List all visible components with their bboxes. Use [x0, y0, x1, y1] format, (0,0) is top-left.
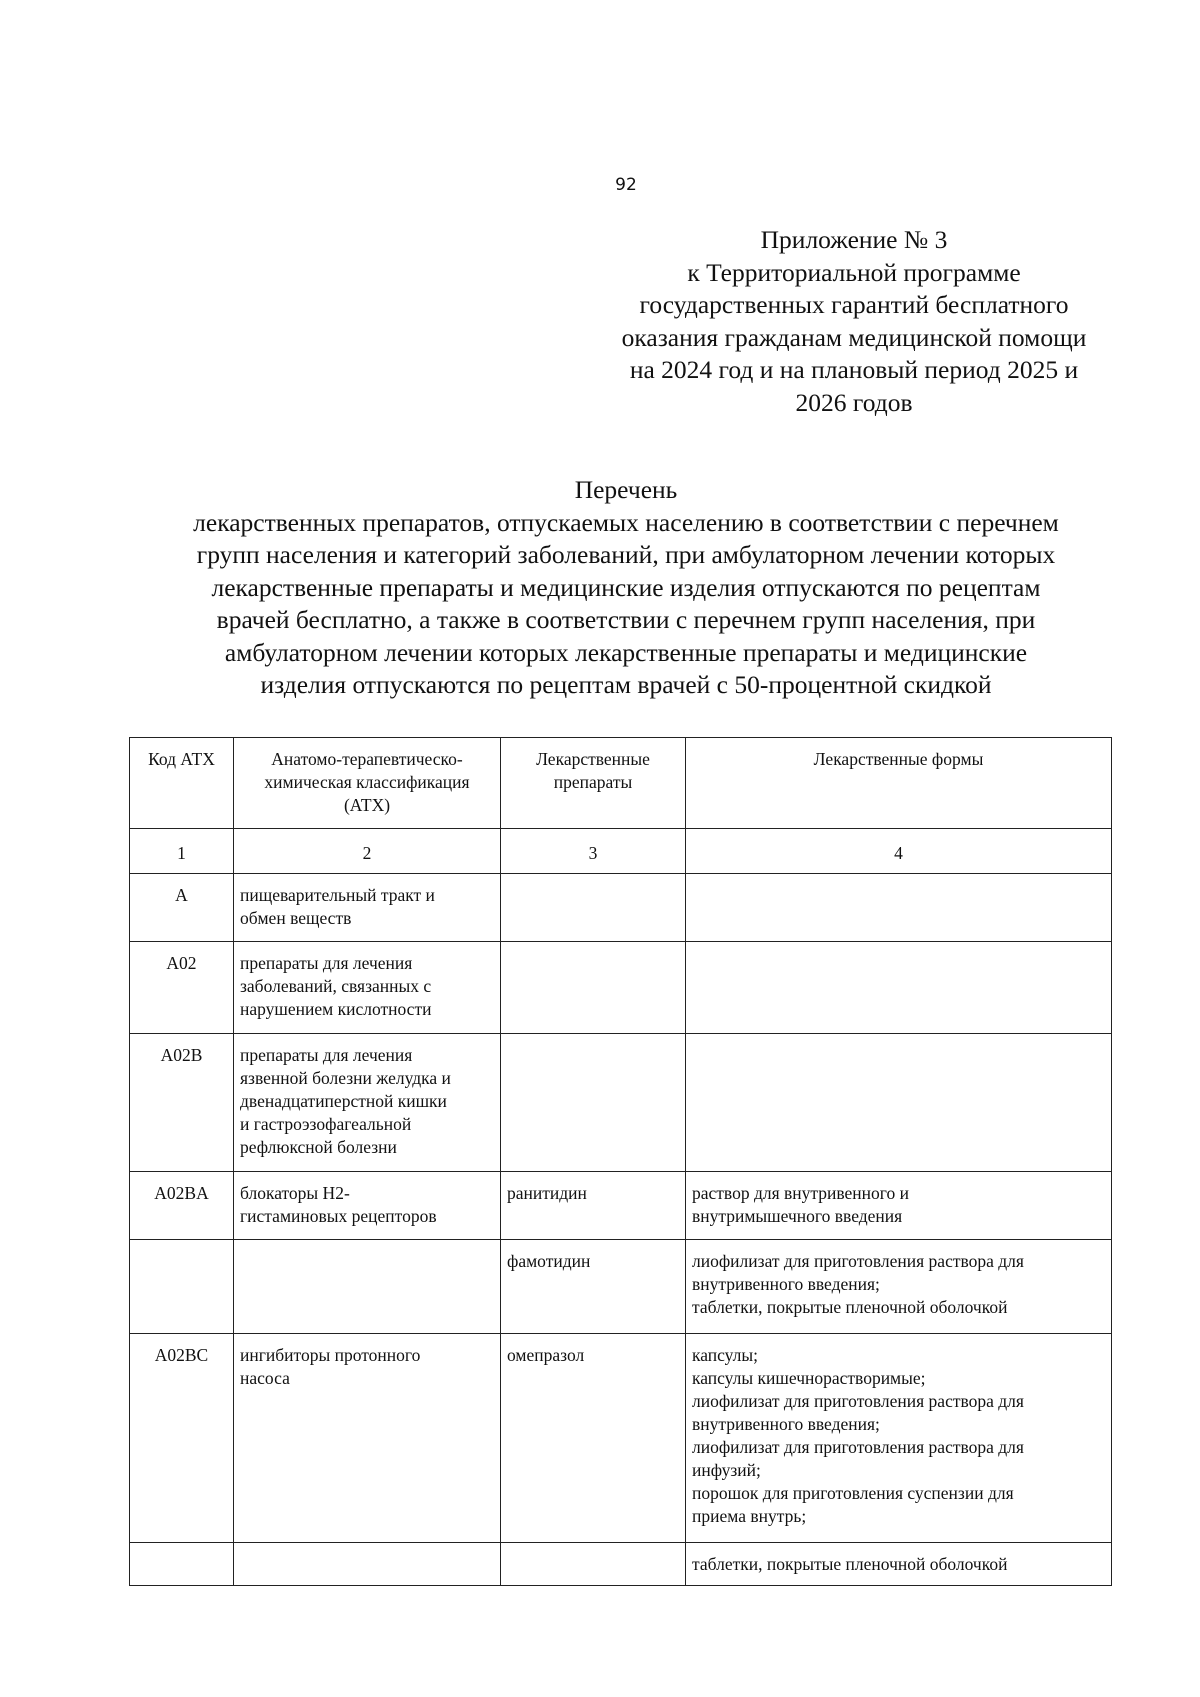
code-cell: A02B	[130, 1034, 234, 1172]
table-header-row	[130, 738, 1112, 829]
forms-cell: лиофилизат для приготовления раствора для внутривенного введения; таблетки, покрытые пленочной оболочкой	[686, 1240, 1112, 1334]
appendix-line: Приложение № 3	[760, 225, 948, 254]
title-line: групп населения и категорий заболеваний, при амбулаторном лечении которых	[196, 540, 1056, 569]
forms-cell: капсулы; капсулы кишечнорастворимые; лиофилизат для приготовления раствора для внутривенного введения; лиофилизат для приготовления раствора для инфузий; порошок для приготовления суспензии для приема внутрь;	[686, 1334, 1112, 1543]
table-number-row	[130, 829, 1112, 874]
code-cell	[130, 1240, 234, 1334]
title-line: лекарственных препаратов, отпускаемых населению в соответствии с перечнем	[193, 507, 1059, 537]
table-row	[130, 874, 1112, 942]
forms-cell: таблетки, покрытые пленочной оболочкой	[686, 1543, 1112, 1586]
title-heading: Перечень	[574, 475, 678, 504]
appendix-line: государственных гарантий бесплатного	[639, 290, 1069, 319]
number-cell: 3	[501, 829, 686, 874]
forms-cell: раствор для внутривенного и внутримышечного введения	[686, 1172, 1112, 1240]
table-row	[130, 942, 1112, 1034]
drug-cell	[501, 942, 686, 1034]
table-row	[130, 1240, 1112, 1334]
atc-cell: препараты для лечения язвенной болезни желудка и двенадцатиперстной кишки и гастроэзофагеальной рефлюксной болезни	[234, 1034, 501, 1172]
forms-cell	[686, 874, 1112, 942]
table-row	[130, 1543, 1112, 1586]
atc-cell: препараты для лечения заболеваний, связанных с нарушением кислотности	[234, 942, 501, 1034]
appendix-line: к Территориальной программе	[687, 257, 1021, 287]
title-line: лекарственные препараты и медицинские изделия отпускаются по рецептам	[211, 572, 1041, 602]
atc-cell: ингибиторы протонного насоса	[234, 1334, 501, 1543]
drug-cell	[501, 1034, 686, 1172]
atc-cell	[234, 1543, 501, 1586]
drug-cell: фамотидин	[501, 1240, 686, 1334]
code-cell: A02BA	[130, 1172, 234, 1240]
document-title	[60, 474, 1192, 702]
atc-cell	[234, 1240, 501, 1334]
appendix-line: на 2024 год и на плановый период 2025 и	[629, 355, 1079, 384]
drug-cell: омепразол	[501, 1334, 686, 1543]
table-row	[130, 1172, 1112, 1240]
code-cell: A02BC	[130, 1334, 234, 1543]
header-cell-forms: Лекарственные формы	[686, 738, 1112, 829]
drug-cell	[501, 874, 686, 942]
forms-cell	[686, 1034, 1112, 1172]
number-cell: 4	[686, 829, 1112, 874]
drugs-table	[129, 737, 1112, 1586]
table-row	[130, 1034, 1112, 1172]
number-cell: 1	[130, 829, 234, 874]
drug-cell: ранитидин	[501, 1172, 686, 1240]
appendix-line: 2026 годов	[795, 387, 913, 417]
header-cell-atc: Анатомо-терапевтическо- химическая классификация (АТХ)	[234, 738, 501, 829]
appendix-line: оказания гражданам медицинской помощи	[621, 322, 1087, 352]
appendix-header	[556, 224, 1152, 419]
title-line: амбулаторном лечении которых лекарственные препараты и медицинские	[224, 637, 1028, 667]
atc-cell: блокаторы H2- гистаминовых рецепторов	[234, 1172, 501, 1240]
atc-cell: пищеварительный тракт и обмен веществ	[234, 874, 501, 942]
title-line: врачей бесплатно, а также в соответствии с перечнем групп населения, при	[216, 605, 1036, 634]
page-number: 92	[615, 175, 637, 195]
table-row	[130, 1334, 1112, 1543]
drug-cell	[501, 1543, 686, 1586]
forms-cell	[686, 942, 1112, 1034]
number-cell: 2	[234, 829, 501, 874]
title-line: изделия отпускаются по рецептам врачей с 50-процентной скидкой	[260, 670, 992, 699]
code-cell: A02	[130, 942, 234, 1034]
code-cell: A	[130, 874, 234, 942]
code-cell	[130, 1543, 234, 1586]
header-cell-drugs: Лекарственные препараты	[501, 738, 686, 829]
header-cell-code: Код АТХ	[130, 738, 234, 829]
